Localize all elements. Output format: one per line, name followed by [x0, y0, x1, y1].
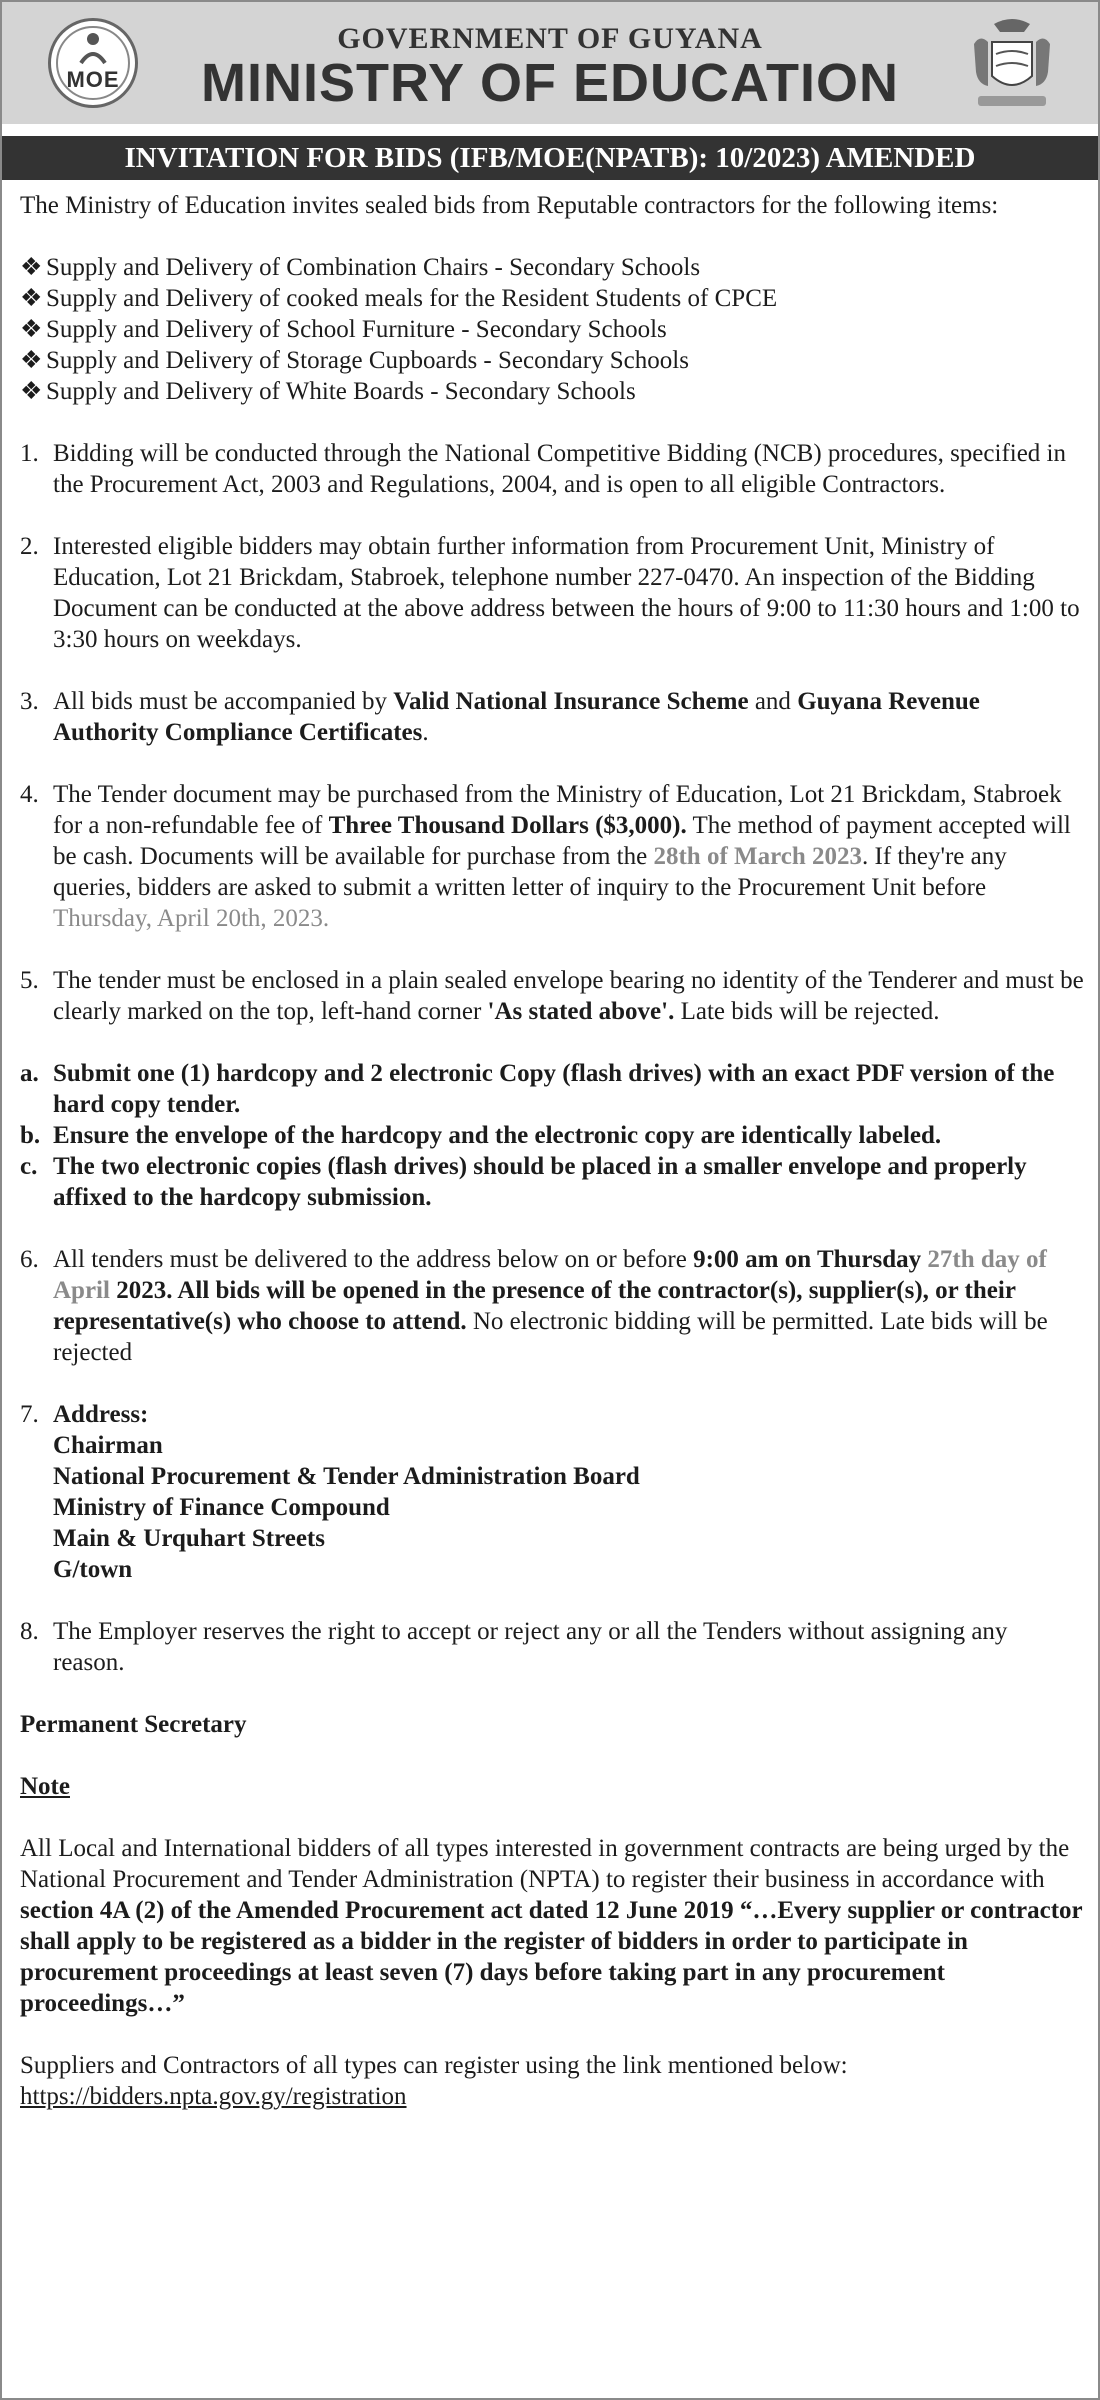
sub-clause-a: a. Submit one (1) hardcopy and 2 electronic Copy (flash drives) with an exact PDF version of the hard copy tender.	[20, 1060, 1055, 1118]
coat-of-arms-icon	[964, 14, 1060, 114]
clause-7: 7. Address:	[20, 1401, 149, 1428]
address-line: Chairman	[53, 1432, 163, 1459]
bullet-icon: ❖	[20, 378, 43, 405]
address-line: G/town	[53, 1556, 133, 1583]
gov-title: GOVERNMENT OF GUYANA	[337, 22, 763, 55]
notice-body	[2, 180, 1098, 2112]
inquiry-deadline: Thursday, April 20th, 2023.	[53, 905, 330, 932]
clause-4: 4. The Tender document may be purchased from the Ministry of Education, Lot 21 Brickdam, Stabroek for a non-refundable fee of Three Thousand Dollars ($3,000). The method of payment accepted will be cash. Documents will be available for purchase from the 28th of March 2023. If they're any queries, bidders are asked to submit a written letter of inquiry to the Procurement Unit before Thursday, April 20th, 2023.	[20, 781, 1071, 932]
list-item: ❖ Supply and Delivery of Storage Cupboards - Secondary Schools	[20, 347, 689, 374]
registration-link[interactable]: https://bidders.npta.gov.gy/registration	[20, 2083, 407, 2110]
closing-text: Suppliers and Contractors of all types can register using the link mentioned below: https://bidders.npta.gov.gy/registration	[20, 2052, 848, 2110]
clause-6: 6. All tenders must be delivered to the address below on or before 9:00 am on Thursday 27th day of April 2023. All bids will be opened in the presence of the contractor(s), supplier(s), or their representative(s) who choose to attend. No electronic bidding will be permitted. Late bids will be rejected	[20, 1246, 1048, 1366]
list-item: ❖ Supply and Delivery of Combination Chairs - Secondary Schools	[20, 254, 701, 281]
intro-text: The Ministry of Education invites sealed bids from Reputable contractors for the following items:	[20, 192, 999, 219]
address-block	[20, 1430, 1084, 1585]
purchase-date: 28th of March 2023	[653, 843, 863, 870]
header	[2, 2, 1098, 124]
address-line: National Procurement & Tender Administration Board	[53, 1463, 640, 1490]
bullet-icon: ❖	[20, 254, 43, 281]
clause-1: 1. Bidding will be conducted through the National Competitive Bidding (NCB) procedures, specified in the Procurement Act, 2003 and Regulations, 2004, and is open to all eligible Contractors.	[20, 440, 1067, 498]
note-text: All Local and International bidders of all types interested in government contracts are being urged by the National Procurement and Tender Administration (NPTA) to register their business in accordance with section 4A (2) of the Amended Procurement act dated 12 June 2019 “…Every supplier or contractor shall apply to be registered as a bidder in the register of bidders in order to participate in procurement proceedings at least seven (7) days before taking part in any procurement proceedings…”	[20, 1835, 1083, 2017]
list-item: ❖ Supply and Delivery of cooked meals for the Resident Students of CPCE	[20, 285, 778, 312]
clause-2: 2. Interested eligible bidders may obtain further information from Procurement Unit, Ministry of Education, Lot 21 Brickdam, Stabroek, telephone number 227-0470. An inspection of the Bidding Document can be conducted at the above address between the hours of 9:00 to 11:30 hours and 1:00 to 3:30 hours on weekdays.	[20, 533, 1080, 653]
closing-date: 27th day of April	[53, 1246, 1047, 1304]
address-line: Main & Urquhart Streets	[53, 1525, 325, 1552]
list-item: ❖ Supply and Delivery of School Furniture - Secondary Schools	[20, 316, 667, 343]
clause-3: 3. All bids must be accompanied by Valid National Insurance Scheme and Guyana Revenue Authority Compliance Certificates.	[20, 688, 980, 746]
signatory: Permanent Secretary	[20, 1711, 247, 1738]
bullet-icon: ❖	[20, 316, 43, 343]
ministry-title: MINISTRY OF EDUCATION	[200, 53, 899, 113]
address-line: Ministry of Finance Compound	[53, 1494, 390, 1521]
clause-8: 8. The Employer reserves the right to accept or reject any or all the Tenders without assigning any reason.	[20, 1618, 1008, 1676]
items-list	[20, 252, 1084, 407]
list-item: ❖ Supply and Delivery of White Boards - Secondary Schools	[20, 378, 636, 405]
bullet-icon: ❖	[20, 285, 43, 312]
moe-logo-text: MOE	[66, 67, 120, 92]
bullet-icon: ❖	[20, 347, 43, 374]
sub-clause-c: c. The two electronic copies (flash drives) should be placed in a smaller envelope and properly affixed to the hardcopy submission.	[20, 1153, 1027, 1211]
clause-5: 5. The tender must be enclosed in a plain sealed envelope bearing no identity of the Tenderer and must be clearly marked on the top, left-hand corner 'As stated above'. Late bids will be rejected.	[20, 967, 1084, 1025]
ifb-banner: INVITATION FOR BIDS (IFB/MOE(NPATB): 10/2023) AMENDED	[2, 136, 1098, 180]
note-heading: Note	[20, 1773, 70, 1800]
sub-clause-b: b. Ensure the envelope of the hardcopy and the electronic copy are identically labeled.	[20, 1122, 942, 1149]
